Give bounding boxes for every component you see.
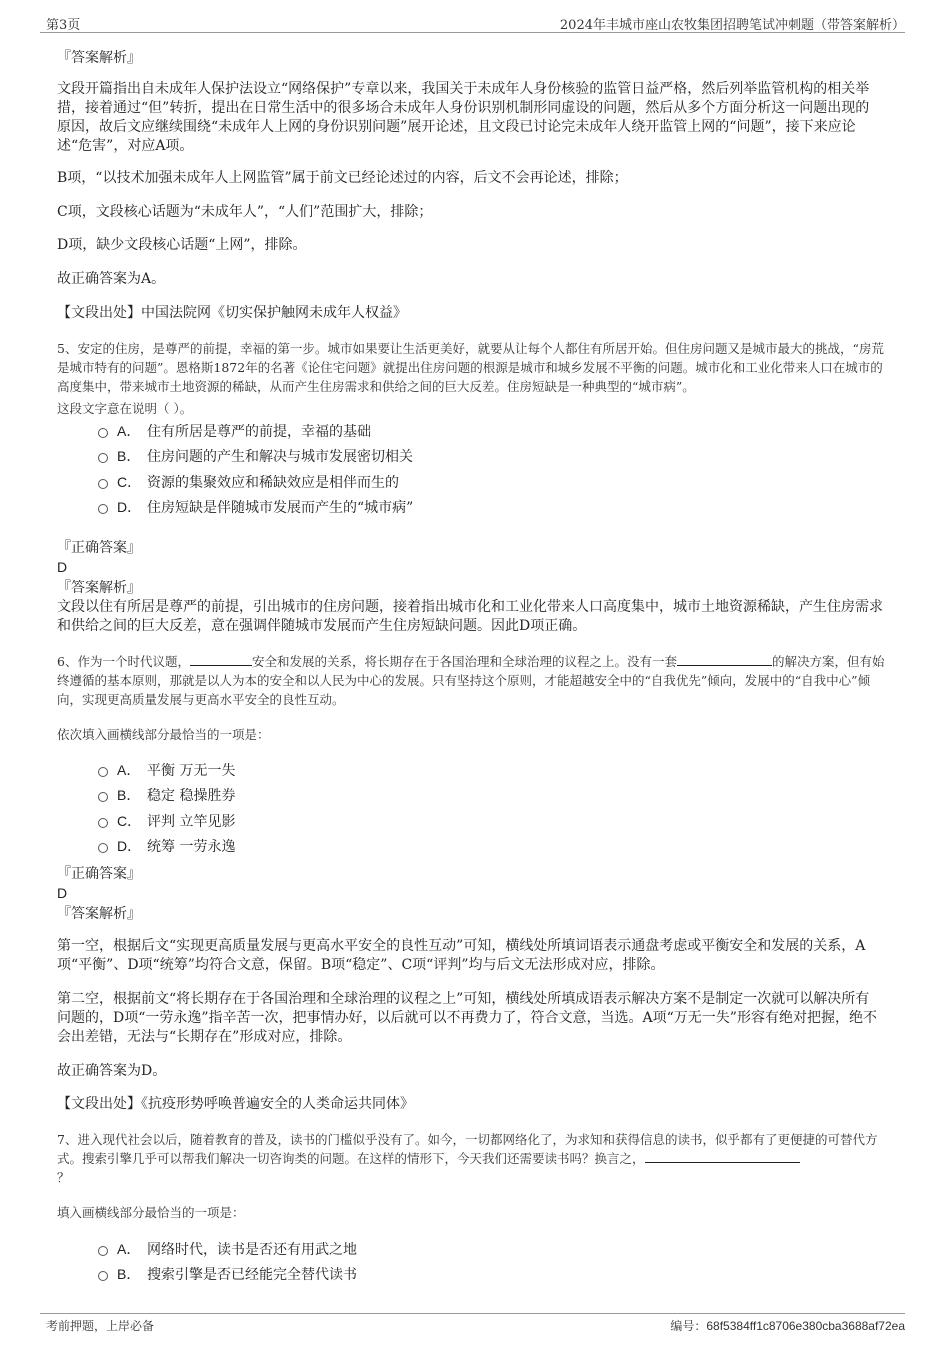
q5-analysis-label: 『答案解析』 xyxy=(57,580,141,596)
q4-option-b-analysis: B项，“以技术加强未成年人上网监管”属于前文已经论述过的内容，后文不会再论述，排除； xyxy=(57,170,628,186)
page-header xyxy=(40,10,905,33)
q6-analysis-label: 『答案解析』 xyxy=(57,906,141,922)
q4-conclusion: 故正确答案为A。 xyxy=(57,271,166,287)
q5-option-c[interactable]: C． 资源的集聚效应和稀缺效应是相伴而生的 xyxy=(98,469,818,495)
q6-analysis-para-1: 第一空，根据后文“实现更高质量发展与更高水平安全的良性互动”可知，横线处所填词语表示通盘考虑或平衡安全和发展的关系，A项“平衡”、D项“统筹”均符合文意，保留。B项“稳定”、C项“评判”均与后文无法形成对应，排除。 xyxy=(57,938,866,973)
q6-analysis-para-2: 第二空，根据前文“将长期存在于各国治理和全球治理的议程之上”可知，横线处所填成语表示解决方案不是制定一次就可以解决所有问题的，D项“一劳永逸”指辛苦一次，把事情办好，以后就可以不再费力了，符合文意，当选。A项“万无一失”形容有绝对把握，绝不会出差错，无法与“长期存在”形成对应，排除。 xyxy=(57,991,877,1045)
page-footer xyxy=(40,1313,905,1340)
q5-option-b[interactable]: B． 住房问题的产生和解决与城市发展密切相关 xyxy=(98,444,818,470)
page-number: 第3页 xyxy=(46,18,81,33)
radio-icon[interactable] xyxy=(98,428,108,438)
q6-source: 【文段出处】《抗疫形势呼唤普遍安全的人类命运共同体》 xyxy=(57,1096,414,1112)
q6-conclusion: 故正确答案为D。 xyxy=(57,1063,167,1079)
q6-option-c[interactable]: C． 评判 立竿见影 xyxy=(98,808,818,834)
document-id: 编号：68f5384ff1c8706e380cba3688af72ea xyxy=(670,1319,905,1333)
q6-prompt: 依次填入画横线部分最恰当的一项是： xyxy=(57,727,270,742)
q5-prompt: 这段文字意在说明（ ）。 xyxy=(57,401,193,416)
q4-option-c-analysis: C项，文段核心话题为“未成年人”，“人们”范围扩大，排除； xyxy=(57,204,433,220)
q6-option-d[interactable]: D． 统筹 一劳永逸 xyxy=(98,834,818,860)
q4-source: 【文段出处】中国法院网《切实保护触网未成年人权益》 xyxy=(57,305,407,321)
radio-icon[interactable] xyxy=(98,1246,108,1256)
radio-icon[interactable] xyxy=(98,843,108,853)
q5-options xyxy=(98,418,818,520)
q6-blank-2 xyxy=(677,653,772,666)
q7-option-a[interactable]: A． 网络时代，读书是否还有用武之地 xyxy=(98,1236,818,1262)
footer-slogan: 考前押题，上岸必备 xyxy=(46,1319,155,1333)
radio-icon[interactable] xyxy=(98,504,108,514)
q5-option-a[interactable]: A． 住有所居是尊严的前提，幸福的基础 xyxy=(98,418,818,444)
q7-prompt: 填入画横线部分最恰当的一项是： xyxy=(57,1205,245,1220)
q6-answer: D xyxy=(57,885,68,901)
q7-blank xyxy=(645,1150,800,1163)
radio-icon[interactable] xyxy=(98,1271,108,1281)
q5-option-d[interactable]: D． 住房短缺是伴随城市发展而产生的“城市病” xyxy=(98,495,818,521)
q4-option-d-analysis: D项，缺少文段核心话题“上网”，排除。 xyxy=(57,237,307,253)
q5-answer: D xyxy=(57,559,68,575)
q6-stem: 6、作为一个时代议题， 安全和发展的关系，将长期存在于各国治理和全球治理的议程之上。没有一套 的解决方案，但有始终遵循的基本原则，那就是以人为本的安全和以人民为中心的发展。只有坚持这个原则，才能超越安全中的“自我优先”倾向，发展中的“自我中心”倾向，实现更高质量发展与更高水平安全的良性互动。 xyxy=(57,654,885,707)
q5-stem: 5、安定的住房，是尊严的前提，幸福的第一步。城市如果要让生活更美好，就要从让每个人都住有所居开始。但住房问题又是城市最大的挑战，“房荒是城市特有的问题”。恩格斯1872年的名著《论住宅问题》就提出住房问题的根源是城市和城乡发展不平衡的问题。城市化和工业化带来人口在城市的高度集中，带来城市土地资源的稀缺，从而产生住房需求和供给之间的巨大反差。住房短缺是一种典型的“城市病”。 xyxy=(57,341,884,394)
document-title: 2024年丰城市座山农牧集团招聘笔试冲刺题（带答案解析） xyxy=(559,18,905,33)
radio-icon[interactable] xyxy=(98,479,108,489)
q7-option-b[interactable]: B． 搜索引擎是否已经能完全替代读书 xyxy=(98,1262,818,1288)
q7-stem: 7、进入现代社会以后，随着教育的普及，读书的门槛似乎没有了。如今，一切都网络化了，为求知和获得信息的读书，似乎都有了更便捷的可替代方式。搜索引擎几乎可以帮我们解决一切咨询类的问题。在这样的情形下，今天我们还需要读书吗？换言之， ？ xyxy=(57,1132,878,1185)
radio-icon[interactable] xyxy=(98,767,108,777)
q6-option-b[interactable]: B． 稳定 稳操胜券 xyxy=(98,783,818,809)
q4-analysis-label: 『答案解析』 xyxy=(57,50,141,66)
q6-option-a[interactable]: A． 平衡 万无一失 xyxy=(98,757,818,783)
radio-icon[interactable] xyxy=(98,792,108,802)
q5-analysis-text: 文段以住有所居是尊严的前提，引出城市的住房问题，接着指出城市化和工业化带来人口高度集中，城市土地资源稀缺，产生住房需求和供给之间的巨大反差，意在强调伴随城市发展而产生住房短缺问题。因此D项正确。 xyxy=(57,599,883,634)
radio-icon[interactable] xyxy=(98,818,108,828)
radio-icon[interactable] xyxy=(98,453,108,463)
q7-options xyxy=(98,1236,818,1287)
q4-analysis-text: 文段开篇指出自未成年人保护法设立“网络保护”专章以来，我国关于未成年人身份核验的监管日益严格，然后列举监管机构的相关举措，接着通过“但”转折，提出在日常生活中的很多场合未成年人身份识别机制形同虚设的问题，然后从多个方面分析这一问题出现的原因，故后文应继续围绕“未成年人上网的身份识别问题”展开论述，且文段已讨论完未成年人绕开监管上网的“问题”，接下来应论述“危害”，对应A项。 xyxy=(57,81,870,154)
q5-answer-label: 『正确答案』 xyxy=(57,540,141,556)
q6-options xyxy=(98,757,818,859)
q6-blank-1 xyxy=(190,653,252,666)
q6-answer-label: 『正确答案』 xyxy=(57,866,141,882)
